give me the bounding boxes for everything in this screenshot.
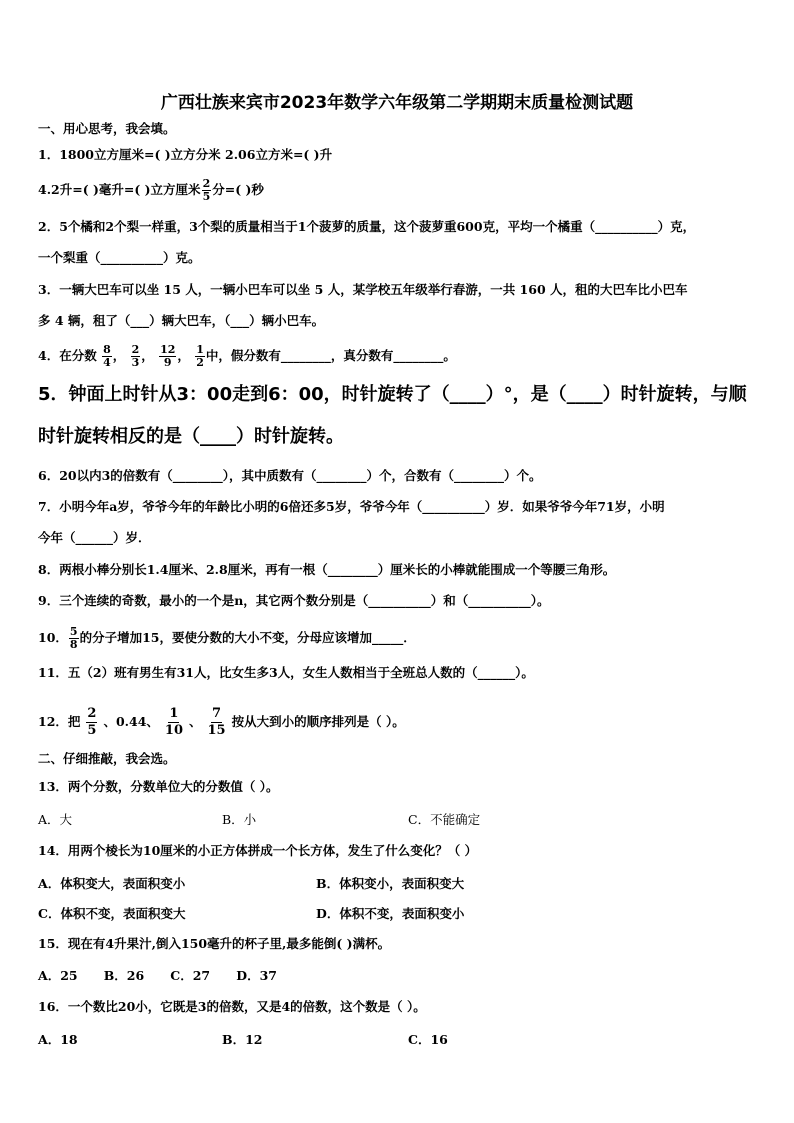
question-9: 9．三个连续的奇数，最小的一个是n，其它两个数分别是（__________）和（__________）。 <box>38 593 550 608</box>
q13-option-b[interactable]: B．小 <box>222 812 257 827</box>
q4-fraction-1 <box>102 344 112 369</box>
frac-denominator: 8 <box>69 638 78 651</box>
q10-fraction <box>69 626 79 651</box>
frac-numerator: 5 <box>69 625 78 638</box>
frac-denominator: 5 <box>202 190 211 203</box>
q12-post: 按从大到小的顺序排列是（ ）。 <box>231 714 405 729</box>
question-10 <box>38 626 416 651</box>
page-title: 广西壮族来宾市2023年数学六年级第二学期期末质量检测试题 <box>160 93 634 113</box>
question-6: 6．20以内3的倍数有（________），其中质数有（________）个，合数有（________）个。 <box>38 468 542 483</box>
q13-option-c[interactable]: C．不能确定 <box>408 812 481 827</box>
question-7a: 7．小明今年a岁，爷爷今年的年龄比小明的6倍还多5岁，爷爷今年（__________）岁．如果爷爷今年71岁，小明 <box>38 499 665 514</box>
q1b-text-1: 4.2升=( )毫升=( )立方厘米 <box>38 182 201 197</box>
question-2a: 2．5个橘和2个梨一样重，3个梨的质量相当于1个菠萝的质量，这个菠萝重600克，平均一个橘重（__________）克， <box>38 219 696 234</box>
question-12: 12．把 $\frac{2}{5}$ 、0.44、 $\frac{1}{10}$ 、 $\frac{7}{15}$ 按从大到小的顺序排列是（ ）。 <box>38 706 405 738</box>
q12-pre: 12．把 <box>38 714 81 729</box>
q14-option-b[interactable]: B．体积变小，表面积变大 <box>316 876 465 891</box>
q15-options[interactable]: A．25 B．26 C．27 D．37 <box>38 968 277 983</box>
q14-option-a[interactable]: A．体积变大，表面积变小 <box>38 876 186 891</box>
question-1a: 1．1800立方厘米=( )立方分米 2.06立方米=( )升 <box>38 147 333 162</box>
q10-pre: 10． <box>38 630 68 645</box>
frac-denominator: 10 <box>164 723 183 738</box>
question-15: 15．现在有4升果汁,倒入150毫升的杯子里,最多能倒( )满杯。 <box>38 936 391 951</box>
frac-numerator: 8 <box>103 343 111 356</box>
question-3b: 多 4 辆，租了（___）辆大巴车，（___）辆小巴车。 <box>38 313 325 328</box>
q14-option-d[interactable]: D．体积不变，表面积变小 <box>316 906 465 921</box>
frac-denominator: 5 <box>87 723 97 738</box>
q4-fraction-4 <box>195 344 205 369</box>
q12-mid: 、0.44、 <box>103 714 159 729</box>
section-2-heading: 二、仔细推敲，我会选。 <box>38 751 176 766</box>
q4-post: 中，假分数有________，真分数有________。 <box>205 348 456 363</box>
question-1b <box>38 178 264 203</box>
frac-denominator: 9 <box>163 356 172 369</box>
question-8: 8．两根小棒分别长1.4厘米、2.8厘米，再有一根（________）厘米长的小棒就能围成一个等腰三角形。 <box>38 562 616 577</box>
q12-fraction-2 <box>165 706 183 739</box>
frac-numerator: 2 <box>87 706 97 721</box>
q4-fraction-3 <box>159 344 176 369</box>
frac-denominator: 15 <box>207 723 226 738</box>
question-7b: 今年（______）岁． <box>38 530 151 545</box>
frac-denominator: 2 <box>196 356 204 369</box>
frac-numerator: 1 <box>169 706 179 721</box>
question-2b: 一个梨重（__________）克。 <box>38 250 201 265</box>
q16-option-c[interactable]: C．16 <box>408 1032 448 1047</box>
q10-post: 的分子增加15，要使分数的大小不变，分母应该增加_____． <box>79 630 416 645</box>
question-5b: 时针旋转相反的是（____）时针旋转。 <box>38 426 344 447</box>
frac-numerator: 2 <box>131 343 140 356</box>
q4-pre: 4．在分数 <box>38 348 97 363</box>
section-1-heading: 一、用心思考，我会填。 <box>38 121 176 136</box>
frac-denominator: 4 <box>103 356 111 369</box>
q16-option-a[interactable]: A．18 <box>38 1032 78 1047</box>
question-5a: 5．钟面上时针从3：00走到6：00，时针旋转了（____）°，是（____）时针旋转，与顺 <box>38 384 747 405</box>
q16-option-b[interactable]: B．12 <box>222 1032 263 1047</box>
q13-option-a[interactable]: A．大 <box>38 812 73 827</box>
question-11: 11．五（2）班有男生有31人，比女生多3人，女生人数相当于全班总人数的（______）。 <box>38 665 534 680</box>
frac-numerator: 12 <box>160 343 176 356</box>
q14-option-c[interactable]: C．体积不变，表面积变大 <box>38 906 186 921</box>
q12-fraction-3 <box>208 706 226 739</box>
question-13: 13．两个分数，分数单位大的分数值（ ）。 <box>38 779 279 794</box>
frac-numerator: 7 <box>212 706 222 721</box>
q1b-fraction <box>202 178 212 203</box>
question-16: 16．一个数比20小，它既是3的倍数，又是4的倍数，这个数是（ ）。 <box>38 999 426 1014</box>
frac-denominator: 3 <box>131 356 140 369</box>
q1b-text-2: 分=( )秒 <box>212 182 264 197</box>
frac-numerator: 2 <box>202 177 211 190</box>
q12-fraction-1 <box>86 706 97 739</box>
question-14: 14．用两个棱长为10厘米的小正方体拼成一个长方体，发生了什么变化？（ ） <box>38 843 478 858</box>
question-3a: 3．一辆大巴车可以坐 15 人，一辆小巴车可以坐 5 人，某学校五年级举行春游，一共 160 人，租的大巴车比小巴车 <box>38 282 688 297</box>
question-4: 4．在分数 $\frac{8}{4}$ ， $\frac{2}{3}$ ， $\frac{12}{9}$ ， $\frac{1}{2}$ 中，假分数有________，真分数有________。 <box>38 343 456 369</box>
q4-fraction-2 <box>131 344 141 369</box>
frac-numerator: 1 <box>196 343 204 356</box>
